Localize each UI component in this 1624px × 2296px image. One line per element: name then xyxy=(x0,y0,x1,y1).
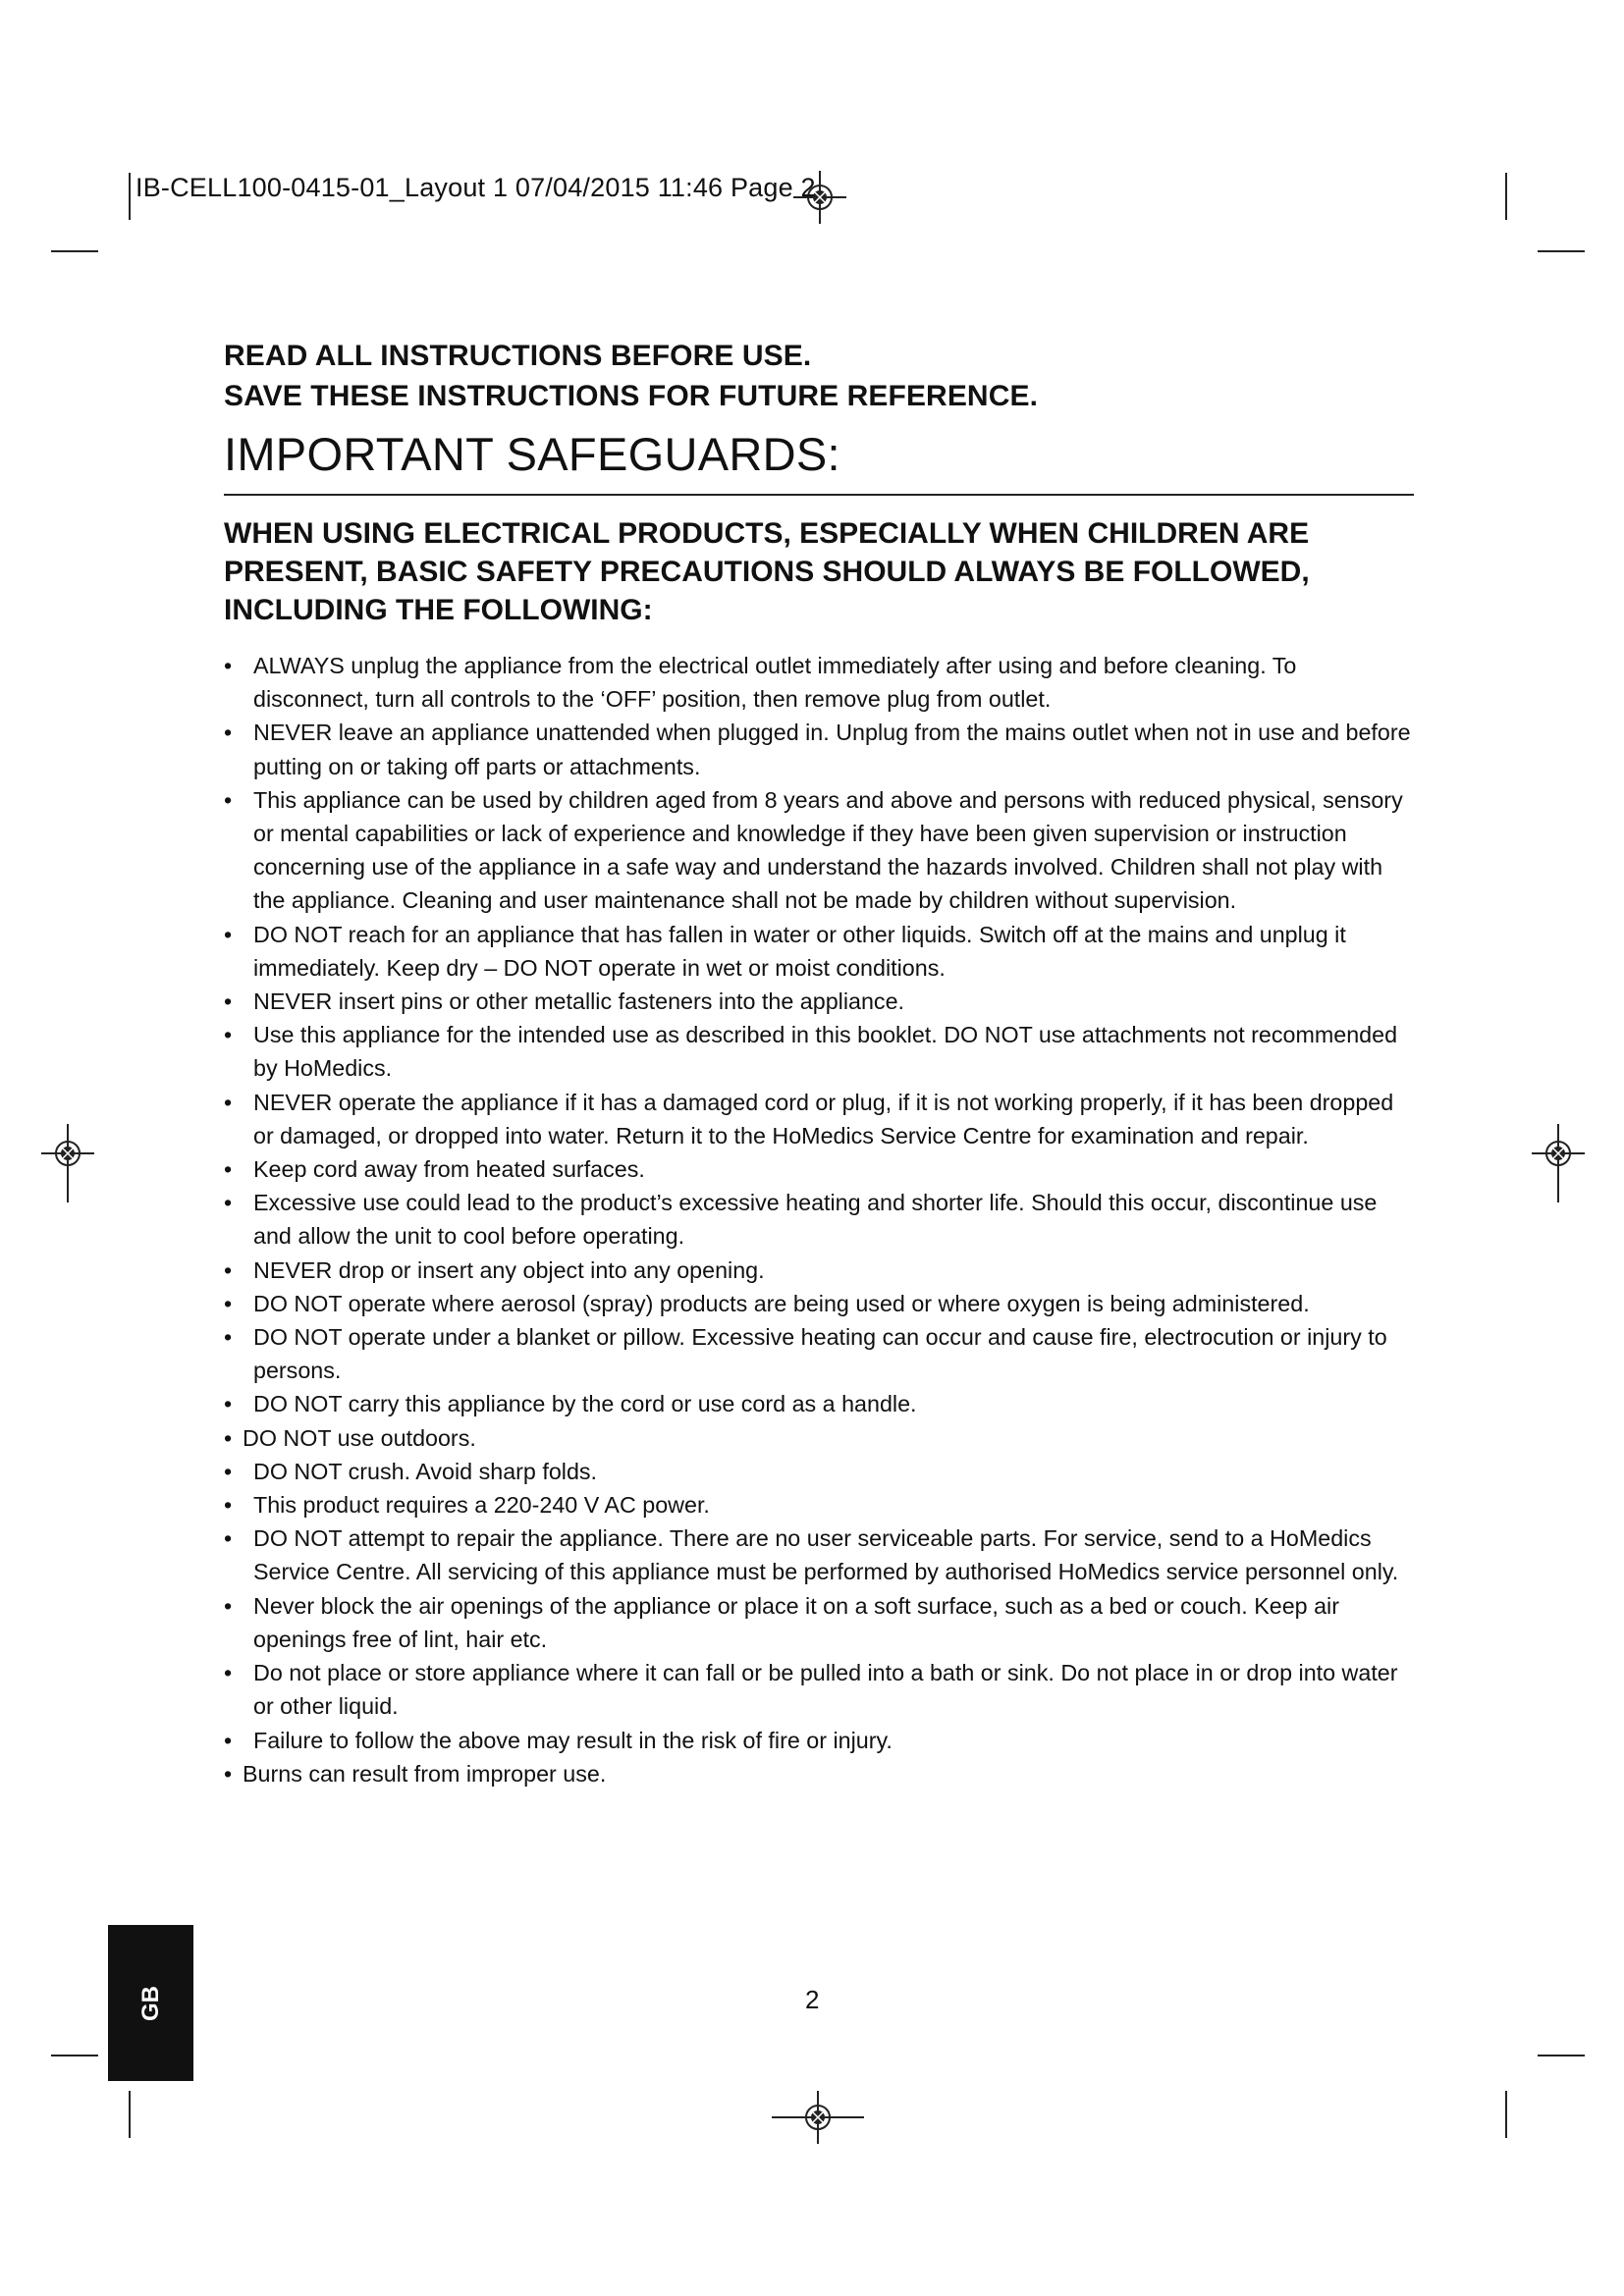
crop-mark xyxy=(1505,2091,1507,2138)
bullet: • xyxy=(224,1660,233,1686)
list-item: • Burns can result from improper use. xyxy=(224,1757,1414,1790)
bullet: • xyxy=(224,1458,233,1484)
crop-mark xyxy=(129,2091,131,2138)
bullet: • xyxy=(224,921,233,947)
safeguards-list xyxy=(224,649,1414,1790)
registration-mark-icon xyxy=(41,1124,94,1202)
bullet: • xyxy=(224,1256,233,1283)
bullet: • xyxy=(224,720,233,746)
bullet: • xyxy=(224,1592,233,1619)
language-tab-label: GB xyxy=(136,1985,164,2021)
bullet: • xyxy=(224,1391,233,1417)
bullet: • xyxy=(224,988,233,1015)
list-item: • DO NOT carry this appliance by the cord or use cord as a handle. xyxy=(224,1387,1414,1420)
bullet: • xyxy=(224,1324,233,1351)
bullet: • xyxy=(224,1156,233,1183)
list-item: • DO NOT use outdoors. xyxy=(224,1421,1414,1455)
list-item: • DO NOT attempt to repair the appliance. There are no user serviceable parts. For service, send to a HoMedics Service Centre. All servicing of this appliance must be performed by authorised HoMedics service personnel only. xyxy=(224,1522,1414,1588)
list-item: • Failure to follow the above may result in the risk of fire or injury. xyxy=(224,1724,1414,1757)
safety-warning-heading: WHEN USING ELECTRICAL PRODUCTS, ESPECIALLY WHEN CHILDREN ARE PRESENT, BASIC SAFETY PRECAUTIONS SHOULD ALWAYS BE FOLLOWED, INCLUDING THE FOLLOWING: xyxy=(224,517,1310,626)
bullet: • xyxy=(224,786,233,813)
list-item: • NEVER drop or insert any object into any opening. xyxy=(224,1254,1414,1287)
list-item: • Excessive use could lead to the product’s excessive heating and shorter life. Should this occur, discontinue use and allow the unit to cool before operating. xyxy=(224,1186,1414,1253)
list-item: • Keep cord away from heated surfaces. xyxy=(224,1152,1414,1186)
crop-mark xyxy=(1538,250,1585,252)
bullet: • xyxy=(224,1492,233,1519)
page-title: IMPORTANT SAFEGUARDS: xyxy=(224,428,840,480)
crop-mark xyxy=(51,250,98,252)
bullet: • xyxy=(224,1525,233,1552)
list-item: • DO NOT crush. Avoid sharp folds. xyxy=(224,1455,1414,1488)
bullet: • xyxy=(224,1190,233,1216)
crop-mark xyxy=(1538,2055,1585,2056)
registration-mark-icon xyxy=(772,2091,864,2144)
page-content xyxy=(224,336,1414,1790)
print-slug: IB-CELL100-0415-01_Layout 1 07/04/2015 11:46 Page 2 xyxy=(135,173,816,202)
bullet: • xyxy=(224,1290,233,1316)
list-item: • DO NOT operate where aerosol (spray) products are being used or where oxygen is being administered. xyxy=(224,1287,1414,1320)
read-instructions-heading: READ ALL INSTRUCTIONS BEFORE USE. xyxy=(224,340,812,372)
list-item: • NEVER operate the appliance if it has a damaged cord or plug, if it is not working properly, if it has been dropped or damaged, or dropped into water. Return it to the HoMedics Service Centre for examination and repair. xyxy=(224,1086,1414,1152)
list-item: • This product requires a 220-240 V AC power. xyxy=(224,1488,1414,1522)
crop-mark xyxy=(1505,173,1507,220)
save-instructions-heading: SAVE THESE INSTRUCTIONS FOR FUTURE REFERENCE. xyxy=(224,380,1039,412)
language-tab xyxy=(108,1925,193,2081)
crop-mark xyxy=(51,2055,98,2056)
bullet: • xyxy=(224,1089,233,1115)
list-item: • NEVER leave an appliance unattended when plugged in. Unplug from the mains outlet when not in use and before putting on or taking off parts or attachments. xyxy=(224,716,1414,782)
list-item: • This appliance can be used by children aged from 8 years and above and persons with reduced physical, sensory or mental capabilities or lack of experience and knowledge if they have been given supervision or instruction concerning use of the appliance in a safe way and understand the hazards involved. Children shall not play with the appliance. Cleaning and user maintenance shall not be made by children without supervision. xyxy=(224,783,1414,918)
page-number: 2 xyxy=(805,1985,820,2014)
list-item: • NEVER insert pins or other metallic fasteners into the appliance. xyxy=(224,985,1414,1018)
crop-mark xyxy=(129,173,131,220)
bullet: • xyxy=(224,1760,233,1787)
bullet: • xyxy=(224,1022,233,1048)
list-item: • DO NOT reach for an appliance that has fallen in water or other liquids. Switch off at the mains and unplug it immediately. Keep dry – DO NOT operate in wet or moist conditions. xyxy=(224,918,1414,985)
list-item: • Use this appliance for the intended use as described in this booklet. DO NOT use attachments not recommended by HoMedics. xyxy=(224,1018,1414,1085)
list-item: • Do not place or store appliance where it can fall or be pulled into a bath or sink. Do not place in or drop into water or other liquid. xyxy=(224,1656,1414,1723)
registration-mark-icon xyxy=(1532,1124,1585,1202)
bullet: • xyxy=(224,1424,233,1451)
list-item: • ALWAYS unplug the appliance from the electrical outlet immediately after using and before cleaning. To disconnect, turn all controls to the ‘OFF’ position, then remove plug from outlet. xyxy=(224,649,1414,716)
list-item: • DO NOT operate under a blanket or pillow. Excessive heating can occur and cause fire, electrocution or injury to persons. xyxy=(224,1320,1414,1387)
bullet: • xyxy=(224,653,233,678)
list-item: • Never block the air openings of the appliance or place it on a soft surface, such as a bed or couch. Keep air openings free of lint, hair etc. xyxy=(224,1589,1414,1656)
bullet: • xyxy=(224,1727,233,1753)
title-divider xyxy=(224,494,1414,496)
